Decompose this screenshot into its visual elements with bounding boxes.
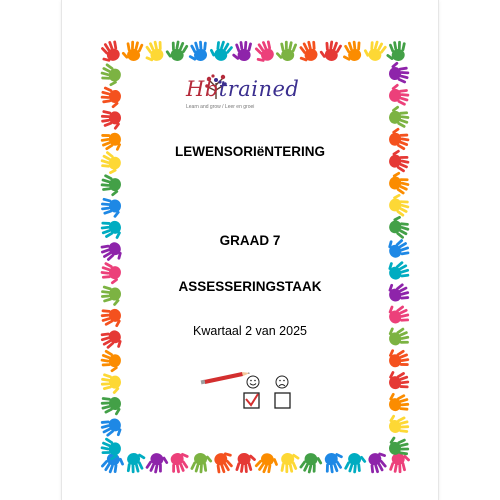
logo-wordmark-part1: Hb <box>186 77 219 101</box>
term-label: Kwartaal 2 van 2025 <box>193 324 307 338</box>
hbtrained-logo <box>186 77 316 117</box>
grade-label: GRAAD 7 <box>219 233 281 248</box>
sad-smiley-icon <box>276 376 288 388</box>
logo-wordmark <box>186 77 299 101</box>
empty-checkbox-icon <box>275 393 290 408</box>
subject-title: LEWENSORIëNTERING <box>174 144 325 159</box>
logo-wordmark-part2: trained <box>218 77 300 101</box>
pencil-checkbox-illustration <box>200 368 310 418</box>
task-title: ASSESSERINGSTAAK <box>178 279 322 294</box>
happy-smiley-icon <box>247 376 259 388</box>
logo-tagline: Learn and grow / Leer en groei <box>186 104 255 110</box>
checked-checkbox-icon <box>244 393 259 408</box>
pencil-icon <box>201 372 250 384</box>
